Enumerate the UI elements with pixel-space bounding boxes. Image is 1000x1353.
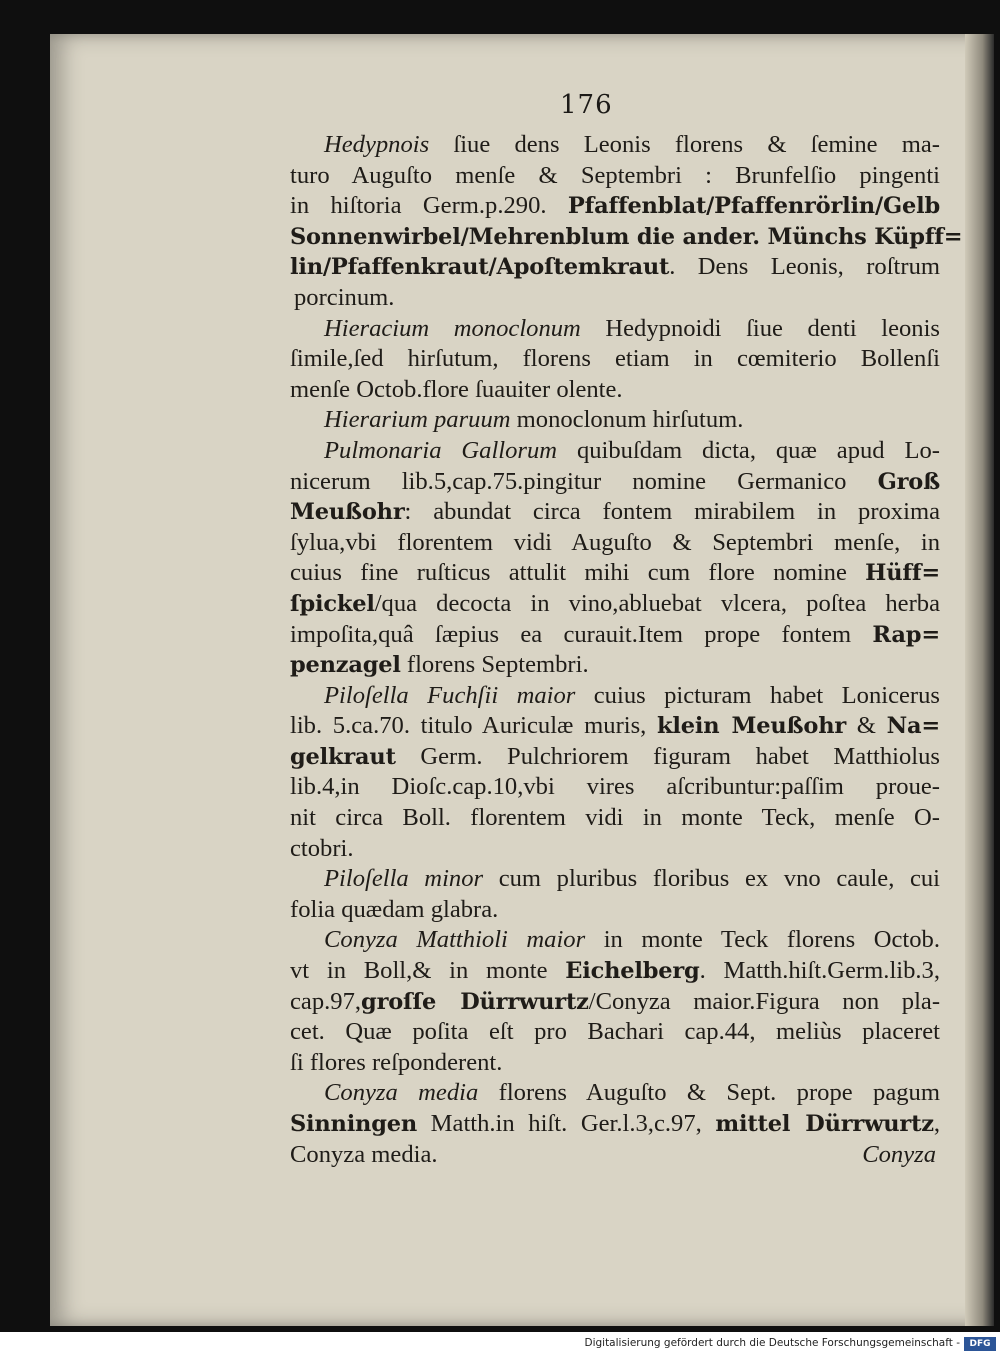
- text-line: [290, 436, 940, 467]
- latin-term: Conyza media: [324, 1079, 479, 1107]
- page-edge-shadow: [965, 34, 994, 1326]
- german-term: groſſe Dürrwurtz: [361, 988, 589, 1015]
- text-line: [290, 1109, 940, 1140]
- text-run: nicerum lib.5,cap.75.pingitur nomine Germanico: [290, 467, 878, 495]
- text-line: [290, 711, 940, 742]
- text-line: [290, 252, 940, 283]
- text-line: [290, 558, 940, 589]
- text-run: Conyza media.: [290, 1140, 438, 1168]
- german-term: Eichelberg: [565, 958, 700, 985]
- latin-term: Hierarium paruum: [324, 406, 511, 434]
- footer-bar: [0, 1336, 1000, 1353]
- text-run: menſe Octob.flore ſuauiter olente.: [290, 375, 623, 403]
- text-run: ſi flores reſponderent.: [290, 1048, 503, 1076]
- text-line: [290, 1048, 940, 1079]
- text-line: [290, 344, 940, 375]
- text-run: turo Auguſto menſe & Septembri : Brunfelſio pingenti: [290, 161, 940, 189]
- text-run: cet. Quæ poſita eſt pro Bachari cap.44, meliùs placeret: [290, 1018, 940, 1046]
- text-line: [290, 956, 940, 987]
- text-line: [290, 895, 940, 926]
- text-run: vt in Boll,& in monte: [290, 957, 566, 985]
- german-term: Sinningen: [290, 1111, 418, 1137]
- german-term: Meußohr: [290, 499, 405, 526]
- text-run: : abundat circa fontem mirabilem in proxima: [404, 498, 940, 526]
- german-term: Sonnenwirbel/Mehrenblum die ander. Münchs Küpff=: [290, 223, 963, 250]
- german-term: Hüff=: [865, 560, 940, 587]
- text-line: [290, 681, 940, 712]
- text-line: [290, 161, 940, 192]
- text-run: ctobri.: [290, 834, 354, 862]
- text-line: [290, 497, 940, 528]
- text-run: monoclonum hirſutum.: [510, 406, 744, 434]
- text-run: Matth.in hiſt. Ger.l.3,c.97,: [417, 1110, 716, 1137]
- text-run: Hedypnoidi ſiue denti leonis: [580, 314, 940, 342]
- text-line: [290, 1017, 940, 1048]
- german-term: Pfaffenblat/Pfaffenrörlin/Gelb: [567, 193, 940, 220]
- text-line: [290, 467, 940, 498]
- german-term: klein Meußohr: [657, 713, 847, 740]
- text-run: ſylua,vbi florentem vidi Auguſto & Septembri menſe, in: [290, 528, 940, 556]
- german-term: Rap=: [872, 621, 940, 648]
- page-number: 176: [560, 90, 613, 120]
- latin-term: Piloſella minor: [324, 865, 484, 893]
- german-term: ſpickel: [290, 590, 375, 617]
- german-term: Groß: [877, 468, 940, 495]
- text-line: [290, 772, 940, 803]
- german-term: lin/Pfaffenkraut/Apoſtemkraut: [290, 254, 670, 281]
- text-line: [290, 650, 940, 681]
- text-line: [290, 742, 940, 773]
- text-line: [290, 834, 940, 865]
- text-run: &: [846, 712, 887, 740]
- text-run: cuius fine ruſticus attulit mihi cum flore nomine: [290, 559, 866, 587]
- text-block: [290, 130, 963, 1170]
- german-term: Na=: [886, 713, 940, 740]
- text-run: /Conyza maior.Figura non pla-: [588, 987, 941, 1015]
- latin-term: Hieracium monoclonum: [324, 314, 581, 342]
- text-line: [290, 130, 940, 161]
- latin-term: Hedypnois: [324, 131, 430, 158]
- text-line: [290, 283, 940, 314]
- text-line: [290, 987, 940, 1018]
- text-line: [290, 803, 940, 834]
- text-line: [290, 620, 940, 651]
- german-term: gelkraut: [290, 743, 396, 770]
- text-line: [290, 222, 963, 253]
- text-line: [290, 1078, 940, 1109]
- german-term: mittel Dürrwurtz: [715, 1111, 934, 1137]
- text-line: [290, 314, 940, 345]
- text-run: impoſita,quâ ſæpius ea curauit.Item prope fontem: [290, 620, 873, 648]
- latin-term: Pulmonaria Gallorum: [324, 436, 558, 464]
- text-line: [290, 191, 940, 222]
- text-run: porcinum.: [294, 283, 395, 311]
- text-line: [290, 925, 940, 956]
- text-run: quibuſdam dicta, quæ apud Lo-: [557, 436, 940, 464]
- text-run: ſimile,ſed hirſutum, florens etiam in cœmiterio Bollenſi: [290, 345, 940, 373]
- text-run: /qua decocta in vino,abluebat vlcera, poſtea herba: [374, 589, 940, 617]
- german-term: penzagel: [290, 652, 401, 679]
- text-run: cum pluribus floribus ex vno caule, cui: [483, 865, 940, 893]
- latin-term: Conyza Matthioli maior: [324, 926, 586, 954]
- text-line: [290, 375, 940, 406]
- text-run: lib.4,in Dioſc.cap.10,vbi vires aſcribuntur:paſſim proue-: [290, 773, 940, 801]
- text-run: folia quædam glabra.: [290, 895, 499, 923]
- text-run: nit circa Boll. florentem vidi in monte Teck, menſe O-: [290, 804, 940, 832]
- footer-credit: Digitalisierung gefördert durch die Deutsche Forschungsgemeinschaft -: [584, 1337, 960, 1349]
- text-run: . Matth.hiſt.Germ.lib.3,: [699, 957, 941, 985]
- text-run: florens Septembri.: [400, 651, 589, 679]
- text-run: cap.97,: [290, 987, 362, 1015]
- text-line: [290, 589, 940, 620]
- text-run: in hiſtoria Germ.p.290.: [290, 192, 568, 220]
- text-run: florens Auguſto & Sept. prope pagum: [478, 1079, 940, 1107]
- text-run: ſiue dens Leonis florens & ſemine ma-: [429, 131, 940, 158]
- text-run: Germ. Pulchriorem figuram habet Matthiolus: [395, 742, 940, 770]
- text-line: [290, 864, 940, 895]
- text-run: . Dens Leonis, roſtrum: [669, 253, 940, 281]
- text-line: [290, 528, 940, 559]
- text-run: in monte Teck florens Octob.: [585, 926, 940, 954]
- text-run: lib. 5.ca.70. titulo Auriculæ muris,: [290, 712, 658, 740]
- latin-term: Piloſella Fuchſii maior: [324, 681, 576, 709]
- text-run: ,: [933, 1110, 940, 1137]
- text-run: cuius picturam habet Lonicerus: [575, 681, 940, 709]
- dfg-logo: DFG: [964, 1337, 996, 1351]
- text-line: [290, 405, 940, 436]
- catchword: Conyza: [862, 1140, 936, 1168]
- text-line: [290, 1140, 940, 1171]
